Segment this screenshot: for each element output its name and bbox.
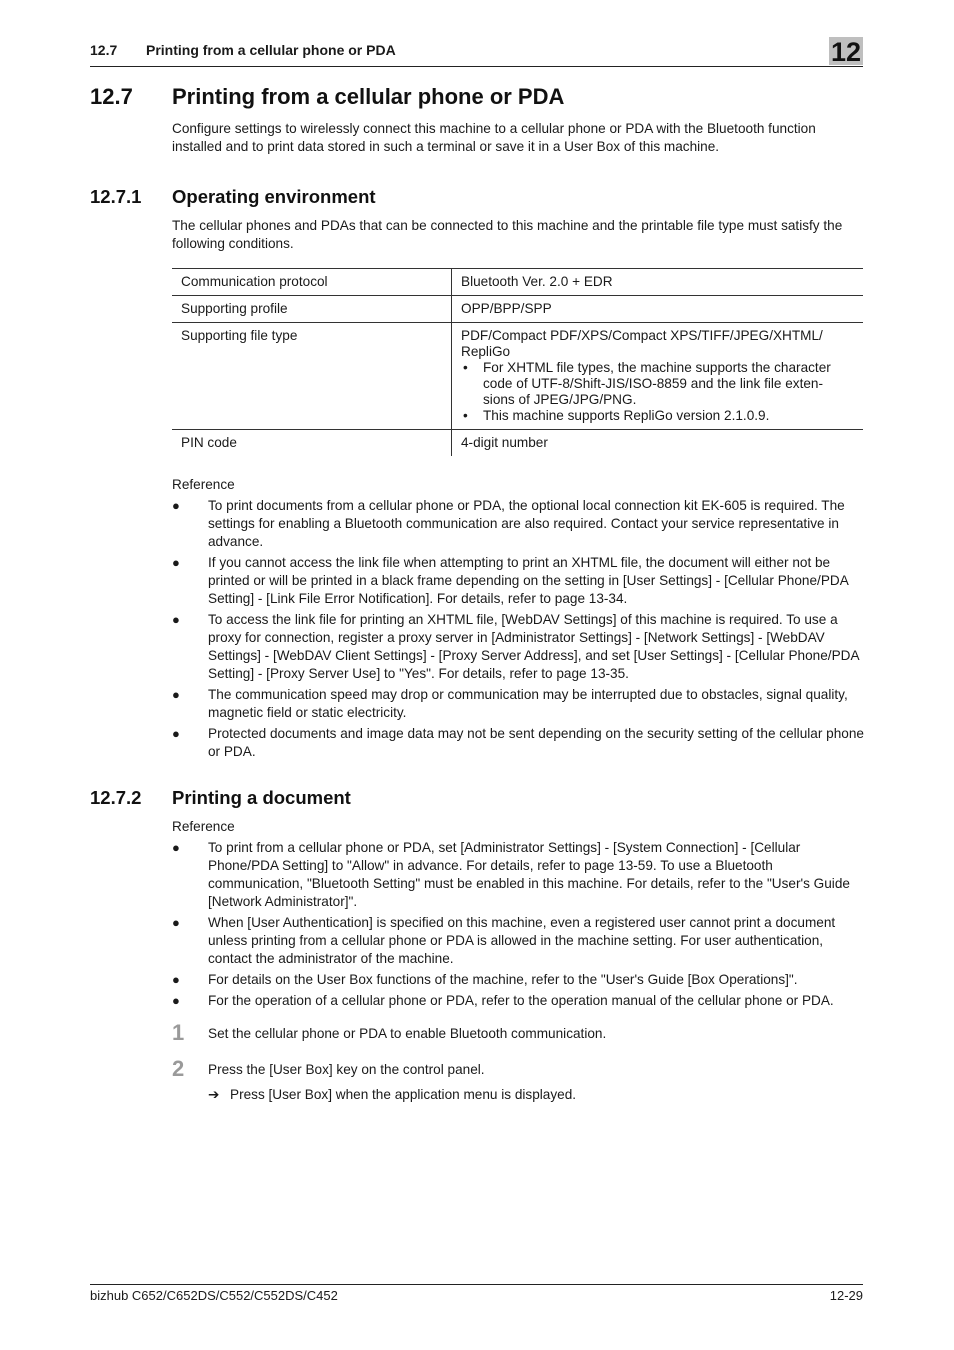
chapter-badge: 12 [830,37,862,67]
reference-label: Reference [172,477,235,492]
table-cell-value: Bluetooth Ver. 2.0 + EDR [461,274,613,289]
bullet-icon: ● [172,612,180,627]
step-text: Set the cellular phone or PDA to enable Bluetooth communication. [208,1026,607,1041]
list-item [172,725,864,761]
table-cell-value: OPP/BPP/SPP [461,301,552,316]
table-row [172,269,863,296]
substep-text: Press [User Box] when the application menu is displayed. [230,1087,577,1102]
operating-environment-intro: The cellular phones and PDAs that can be connected to this machine and the printable file type must satisfy the following conditions. [172,218,843,251]
table-row [172,323,863,430]
file-type-note: This machine supports RepliGo version 2.1.0.9. [483,408,770,423]
reference-list [172,497,864,764]
reference-text: For details on the User Box functions of the machine, refer to the "User's Guide [Box Operations]". [208,972,798,987]
header-section-title: Printing from a cellular phone or PDA [146,42,396,58]
reference-text: For the operation of a cellular phone or PDA, refer to the operation manual of the cellular phone or PDA. [208,993,834,1008]
reference-text: Protected documents and image data may not be sent depending on the security setting of the cellular phone or PDA. [208,726,864,759]
bullet-icon: ● [172,840,180,855]
table-cell-label: Communication protocol [172,269,452,296]
list-item [172,971,864,989]
bullet-icon: ● [172,993,180,1008]
bullet-icon: ● [172,687,180,702]
section-number: 12.7 [90,84,133,109]
header-section-number: 12.7 [90,42,118,58]
table-cell-label: Supporting file type [172,323,452,430]
reference-text: To access the link file for printing an XHTML file, [WebDAV Settings] of this machine is required. To use a proxy for connection, register a proxy server in [Administrator Settings] - [Network Settings] - [WebDAV Settings] - [WebDAV Client Settings] - [Proxy Server Address], and set [User Settings] - [Cellular Phone/PDA Setting] - [Proxy Server Use] to "Yes". For details, refer to page 13-35. [208,612,859,681]
page-footer [90,1284,863,1309]
subsection-title: Printing a document [172,787,351,808]
bullet-icon: ● [172,726,180,741]
operating-environment-table [172,268,863,456]
reference-list [172,839,864,1013]
section-title: Printing from a cellular phone or PDA [172,84,565,109]
step-number: 1 [172,1020,185,1045]
file-type-note: For XHTML file types, the machine supports the character code of UTF-8/Shift-JIS/ISO-8859 and the link file exten- sions of JPEG/JPG/PNG. [483,360,831,407]
table-cell-label: Supporting profile [172,296,452,323]
subsection-number: 12.7.1 [90,186,142,207]
list-item [172,497,864,551]
list-item [172,839,864,911]
footer-model: bizhub C652/C652DS/C552/C552DS/C452 [90,1288,338,1303]
running-header [90,37,863,67]
section-intro: Configure settings to wirelessly connect this machine to a cellular phone or PDA with the Bluetooth function installed and to print data stored in such a terminal or save it in a User Box of this machine. [172,121,816,154]
bullet-icon: • [463,408,468,423]
table-row [172,296,863,323]
subsection-title: Operating environment [172,186,376,207]
subsection-number: 12.7.2 [90,787,142,808]
file-type-list: PDF/Compact PDF/XPS/Compact XPS/TIFF/JPEG/XHTML/ RepliGo [461,328,823,359]
list-item [461,360,855,408]
reference-text: To print from a cellular phone or PDA, set [Administrator Settings] - [System Connection] - [Cellular Phone/PDA Setting] to "Allow" in advance. For details, refer to page 13-59. To use a Bluetooth communication, "Bluetooth Setting" must be enabled in this machine. For details, refer to the "User's Guide [Network Administrator]". [208,840,850,909]
list-item [172,992,864,1010]
reference-text: The communication speed may drop or communication may be interrupted due to obstacles, signal quality, magnetic field or static electricity. [208,687,848,720]
arrow-right-icon: ➔ [208,1087,220,1102]
reference-text: When [User Authentication] is specified on this machine, even a registered user cannot print a document unless printing from a cellular phone or PDA is allowed in the machine setting. For user authentication, contact the administrator of the machine. [208,915,836,966]
substep [208,1087,576,1103]
list-item [172,686,864,722]
step-text: Press the [User Box] key on the control panel. [208,1062,485,1077]
bullet-icon: ● [172,915,180,930]
table-cell-value: 4-digit number [461,435,548,450]
footer-page-number: 12-29 [829,1288,863,1303]
list-item [461,408,855,424]
step-number: 2 [172,1056,185,1081]
bullet-icon: • [463,360,468,375]
list-item [172,611,864,683]
table-cell-value [452,323,864,430]
reference-text: If you cannot access the link file when attempting to print an XHTML file, the document will either not be printed or will be printed in a black frame depending on the setting in [User Settings] - [Cellular Phone/PDA Setting] - [Link File Error Notification]. For details, refer to page 13-34. [208,555,849,606]
reference-text: To print documents from a cellular phone or PDA, the optional local connection kit EK-605 is required. The settings for enabling a Bluetooth communication are also required. Contact your service representative in advance. [208,498,845,549]
reference-label: Reference [172,819,235,834]
list-item [172,554,864,608]
bullet-icon: ● [172,972,180,987]
file-type-notes [461,360,855,424]
table-cell-label: PIN code [172,430,452,457]
list-item [172,914,864,968]
table-row [172,430,863,457]
bullet-icon: ● [172,555,180,570]
bullet-icon: ● [172,498,180,513]
